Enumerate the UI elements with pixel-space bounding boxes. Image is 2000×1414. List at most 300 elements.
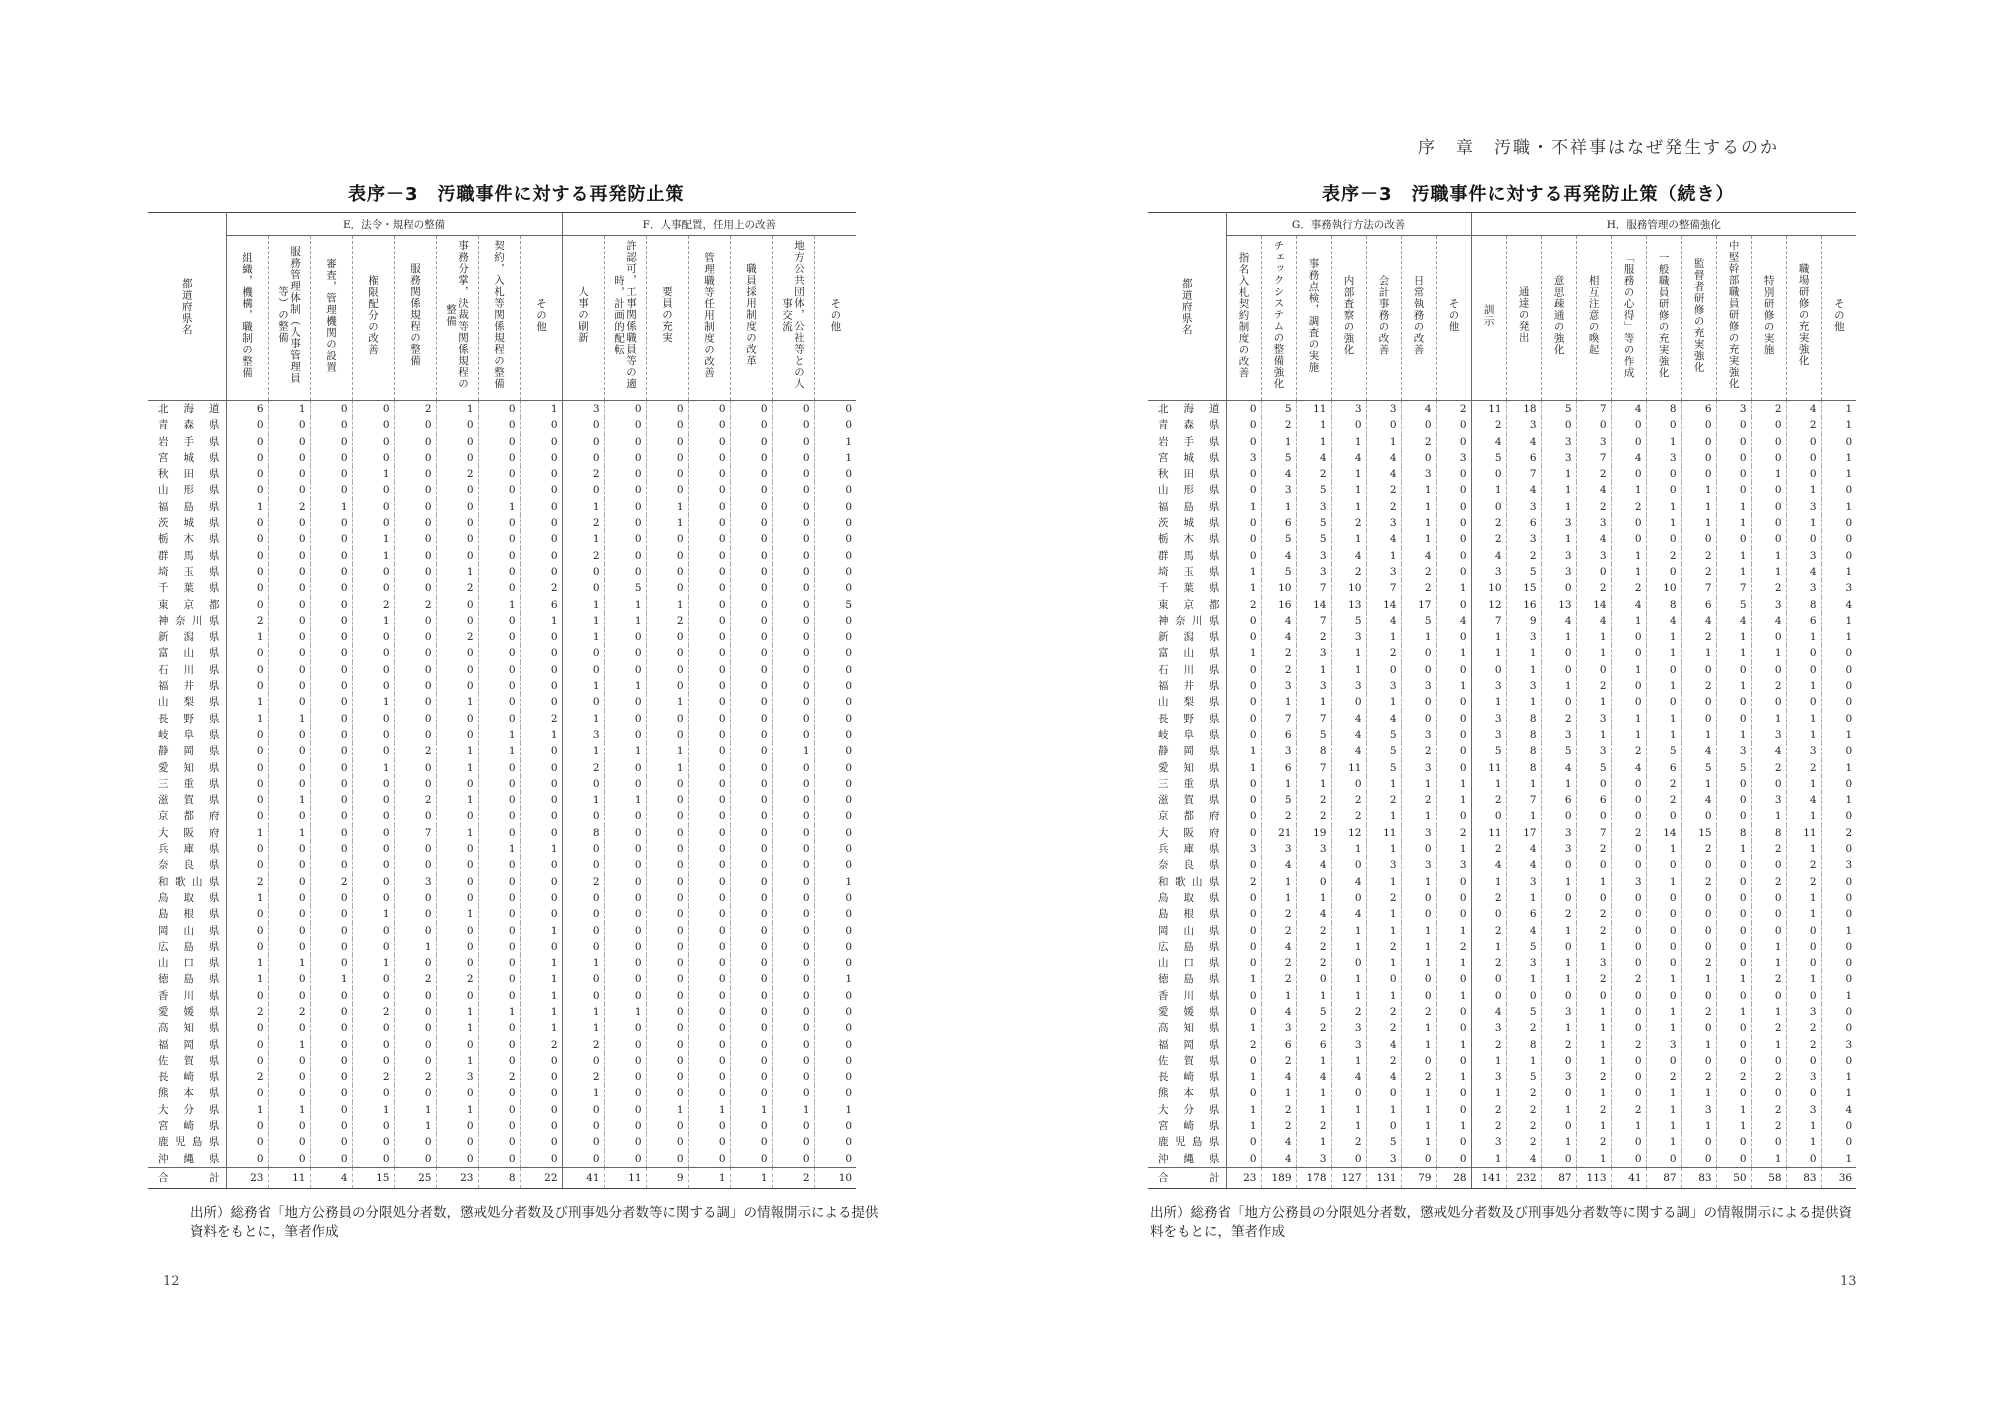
table-cell: 0 [730, 808, 772, 824]
table-cell: 0 [352, 564, 394, 580]
table-cell: 6 [1541, 792, 1576, 808]
table-cell: 0 [814, 531, 856, 547]
prefecture-name: 愛知県 [1148, 760, 1226, 776]
table-cell: 0 [478, 874, 520, 890]
table-cell: 0 [1576, 857, 1611, 873]
table-cell: 0 [1436, 808, 1471, 824]
table-cell: 0 [730, 857, 772, 873]
table-cell: 1 [1226, 1118, 1261, 1134]
table-cell: 1 [1821, 564, 1856, 580]
table-cell: 0 [310, 841, 352, 857]
table-cell: 0 [268, 890, 310, 906]
table-cell: 0 [1436, 499, 1471, 515]
table-cell: 0 [520, 434, 562, 450]
table-cell: 2 [352, 1004, 394, 1020]
table-cell: 5 [1506, 939, 1541, 955]
table-cell: 0 [478, 645, 520, 661]
table-cell: 5 [1716, 760, 1751, 776]
prefecture-name: 香川県 [1148, 988, 1226, 1004]
table-cell: 0 [226, 450, 268, 466]
table-cell: 0 [772, 580, 814, 596]
table-cell: 2 [1506, 548, 1541, 564]
table-cell: 6 [1261, 760, 1296, 776]
page-number: 12 [163, 1274, 180, 1289]
table-cell: 0 [310, 1053, 352, 1069]
table-cell: 0 [1226, 792, 1261, 808]
table-cell: 0 [1611, 792, 1646, 808]
table-cell: 0 [520, 629, 562, 645]
table-cell: 0 [352, 662, 394, 678]
table-cell: 2 [1786, 760, 1821, 776]
table-cell: 0 [268, 743, 310, 759]
table-cell: 6 [1646, 760, 1681, 776]
table-cell: 2 [1261, 971, 1296, 987]
table-cell: 2 [1366, 482, 1401, 498]
table-cell: 11 [1471, 760, 1506, 776]
table-cell: 1 [1751, 939, 1786, 955]
table-cell: 1 [1786, 711, 1821, 727]
table-cell: 0 [1436, 971, 1471, 987]
table-cell: 0 [1226, 434, 1261, 450]
table-cell: 1 [1436, 645, 1471, 661]
table-row [148, 971, 856, 987]
table-cell: 0 [562, 580, 604, 596]
table-cell: 1 [226, 499, 268, 515]
table-cell: 2 [1471, 955, 1506, 971]
column-header: 職員採用制度の改革 [730, 236, 772, 401]
table-cell: 1 [814, 450, 856, 466]
table-cell: 1 [562, 1085, 604, 1101]
table-cell: 25 [394, 1167, 436, 1188]
column-header: 意思疎通の強化 [1541, 236, 1576, 401]
table-cell: 0 [268, 727, 310, 743]
table-cell: 0 [268, 613, 310, 629]
table-cell: 0 [226, 1037, 268, 1053]
table-cell: 0 [604, 825, 646, 841]
prevention-table-left [148, 212, 856, 1189]
prefecture-name: 大分県 [1148, 1102, 1226, 1118]
table-cell: 0 [478, 564, 520, 580]
table-cell: 0 [352, 923, 394, 939]
table-cell: 0 [310, 1151, 352, 1168]
table-cell: 1 [1436, 678, 1471, 694]
table-cell: 1 [226, 1102, 268, 1118]
table-cell: 2 [1261, 906, 1296, 922]
table-cell: 0 [646, 776, 688, 792]
table-cell: 0 [520, 678, 562, 694]
table-cell: 0 [688, 939, 730, 955]
table-cell: 1 [1296, 988, 1331, 1004]
table-cell: 0 [1821, 1134, 1856, 1150]
table-cell: 0 [814, 564, 856, 580]
table-cell: 2 [1786, 1020, 1821, 1036]
table-cell: 0 [646, 841, 688, 857]
table-cell: 1 [1576, 629, 1611, 645]
table-cell: 0 [1611, 841, 1646, 857]
table-cell: 2 [1471, 792, 1506, 808]
table-row [148, 939, 856, 955]
table-cell: 0 [352, 645, 394, 661]
table-cell: 0 [1576, 988, 1611, 1004]
table-cell: 0 [1821, 841, 1856, 857]
table-cell: 0 [1611, 955, 1646, 971]
table-cell: 0 [604, 1102, 646, 1118]
table-cell: 0 [772, 499, 814, 515]
table-cell: 1 [814, 874, 856, 890]
table-row [1148, 1134, 1856, 1150]
table-row [1148, 955, 1856, 971]
table-cell: 0 [394, 434, 436, 450]
table-cell: 3 [1366, 515, 1401, 531]
table-cell: 1 [562, 678, 604, 694]
table-cell: 0 [604, 434, 646, 450]
table-cell: 0 [478, 1037, 520, 1053]
table-cell: 3 [1401, 857, 1436, 873]
table-cell: 0 [688, 499, 730, 515]
table-cell: 2 [562, 760, 604, 776]
table-cell: 4 [1296, 857, 1331, 873]
table-cell: 0 [772, 417, 814, 433]
table-cell: 1 [1646, 1020, 1681, 1036]
table-cell: 0 [604, 401, 646, 418]
table-cell: 2 [1226, 597, 1261, 613]
table-cell: 0 [352, 874, 394, 890]
table-cell: 0 [1786, 531, 1821, 547]
table-row [1148, 678, 1856, 694]
table-cell: 0 [478, 1102, 520, 1118]
table-cell: 0 [268, 841, 310, 857]
table-cell: 0 [562, 482, 604, 498]
table-cell: 0 [730, 499, 772, 515]
table-cell: 2 [1366, 1020, 1401, 1036]
table-cell: 11 [1366, 825, 1401, 841]
table-cell: 1 [1611, 727, 1646, 743]
table-cell: 0 [604, 711, 646, 727]
table-cell: 0 [1646, 466, 1681, 482]
table-cell: 3 [562, 401, 604, 418]
table-cell: 1 [1576, 727, 1611, 743]
table-cell: 0 [730, 906, 772, 922]
table-cell: 0 [520, 1102, 562, 1118]
table-cell: 0 [604, 955, 646, 971]
table-cell: 4 [1751, 613, 1786, 629]
table-cell: 6 [1681, 401, 1716, 418]
table-cell: 0 [226, 776, 268, 792]
table-cell: 0 [268, 434, 310, 450]
table-cell: 1 [268, 792, 310, 808]
table-cell: 2 [1296, 923, 1331, 939]
table-cell: 0 [226, 580, 268, 596]
table-row [1148, 890, 1856, 906]
table-cell: 0 [1821, 645, 1856, 661]
table-row [1148, 1037, 1856, 1053]
table-cell: 1 [562, 531, 604, 547]
table-cell: 0 [352, 988, 394, 1004]
table-cell: 7 [1716, 580, 1751, 596]
table-cell: 1 [1506, 776, 1541, 792]
table-cell: 3 [1471, 1134, 1506, 1150]
table-cell: 0 [814, 1037, 856, 1053]
table-cell: 0 [646, 906, 688, 922]
table-cell: 5 [604, 580, 646, 596]
table-cell: 3 [1506, 955, 1541, 971]
prefecture-name: 岐阜県 [148, 727, 226, 743]
table-cell: 2 [1576, 841, 1611, 857]
table-cell: 0 [604, 564, 646, 580]
table-cell: 0 [520, 776, 562, 792]
column-header: 指名入札契約制度の改善 [1226, 236, 1261, 401]
table-cell: 0 [730, 939, 772, 955]
table-cell: 6 [1506, 450, 1541, 466]
table-cell: 4 [1331, 1069, 1366, 1085]
table-cell: 0 [352, 808, 394, 824]
table-cell: 3 [1366, 678, 1401, 694]
table-cell: 0 [436, 890, 478, 906]
table-cell: 0 [814, 548, 856, 564]
table-row [1148, 1053, 1856, 1069]
prefecture-name: 和歌山県 [1148, 874, 1226, 890]
table-cell: 2 [1786, 417, 1821, 433]
table-cell: 0 [814, 482, 856, 498]
table-cell: 1 [1681, 645, 1716, 661]
table-cell: 2 [1366, 499, 1401, 515]
table-cell: 0 [1226, 776, 1261, 792]
table-cell: 1 [1436, 1118, 1471, 1134]
table-cell: 1 [1786, 482, 1821, 498]
table-row [1148, 825, 1856, 841]
table-cell: 2 [1366, 792, 1401, 808]
table-row [1148, 645, 1856, 661]
prefecture-name: 合計 [1148, 1167, 1226, 1188]
table-cell: 0 [814, 743, 856, 759]
table-cell: 1 [1401, 499, 1436, 515]
table-cell: 0 [394, 1085, 436, 1101]
table-cell: 1 [436, 825, 478, 841]
table-cell: 12 [1331, 825, 1366, 841]
table-cell: 12 [1471, 597, 1506, 613]
table-cell: 4 [1261, 1151, 1296, 1168]
table-cell: 1 [1506, 1053, 1541, 1069]
table-cell: 0 [1331, 890, 1366, 906]
table-cell: 0 [352, 1037, 394, 1053]
table-cell: 1 [352, 466, 394, 482]
table-cell: 7 [1576, 825, 1611, 841]
table-cell: 1 [1401, 629, 1436, 645]
table-cell: 0 [1226, 1151, 1261, 1168]
table-cell: 0 [604, 531, 646, 547]
table-cell: 5 [1506, 564, 1541, 580]
table-row [148, 662, 856, 678]
table-cell: 0 [1786, 466, 1821, 482]
table-cell: 3 [1751, 792, 1786, 808]
table-cell: 0 [394, 450, 436, 466]
table-cell: 1 [1646, 1134, 1681, 1150]
table-cell: 11 [1471, 401, 1506, 418]
table-cell: 0 [1541, 694, 1576, 710]
table-cell: 1 [1786, 906, 1821, 922]
table-cell: 2 [1716, 1069, 1751, 1085]
prefecture-name: 福岡県 [1148, 1037, 1226, 1053]
table-cell: 0 [478, 711, 520, 727]
table-cell: 0 [604, 499, 646, 515]
table-cell: 4 [1646, 613, 1681, 629]
table-cell: 0 [310, 466, 352, 482]
table-cell: 5 [1646, 743, 1681, 759]
prefecture-name: 千葉県 [1148, 580, 1226, 596]
table-cell: 0 [1401, 662, 1436, 678]
table-cell: 0 [1716, 482, 1751, 498]
table-cell: 0 [1681, 857, 1716, 873]
table-cell: 0 [352, 890, 394, 906]
table-cell: 1 [1716, 629, 1751, 645]
table-cell: 2 [226, 1069, 268, 1085]
table-cell: 1 [1331, 923, 1366, 939]
table-cell: 1 [394, 1102, 436, 1118]
table-cell: 0 [1751, 629, 1786, 645]
table-cell: 0 [772, 776, 814, 792]
table-cell: 0 [520, 1134, 562, 1150]
table-cell: 1 [1471, 1053, 1506, 1069]
table-cell: 1 [1681, 1118, 1716, 1134]
prefecture-name: 埼玉県 [148, 564, 226, 580]
table-cell: 0 [310, 694, 352, 710]
prefecture-name: 宮城県 [1148, 450, 1226, 466]
table-cell: 1 [1331, 662, 1366, 678]
table-cell: 1 [1401, 1020, 1436, 1036]
table-row [148, 417, 856, 433]
table-cell: 1 [1646, 499, 1681, 515]
table-cell: 0 [1821, 711, 1856, 727]
table-row [1148, 499, 1856, 515]
table-cell: 0 [436, 955, 478, 971]
table-cell: 0 [646, 629, 688, 645]
table-cell: 0 [478, 906, 520, 922]
table-cell: 0 [1611, 906, 1646, 922]
table-cell: 0 [1786, 694, 1821, 710]
table-cell: 0 [1611, 923, 1646, 939]
column-header: 事務分掌，決裁等関係規程の整備 [436, 236, 478, 401]
table-cell: 22 [520, 1167, 562, 1188]
table-cell: 1 [1401, 1118, 1436, 1134]
table-cell: 0 [646, 923, 688, 939]
table-cell: 0 [730, 678, 772, 694]
prefecture-name: 千葉県 [148, 580, 226, 596]
table-cell: 0 [1751, 1085, 1786, 1101]
table-cell: 0 [310, 760, 352, 776]
table-cell: 2 [1471, 923, 1506, 939]
table-cell: 3 [1646, 1037, 1681, 1053]
table-cell: 0 [436, 645, 478, 661]
prefecture-name: 神奈川県 [1148, 613, 1226, 629]
table-cell: 1 [478, 499, 520, 515]
table-cell: 1 [352, 548, 394, 564]
table-cell: 0 [688, 678, 730, 694]
table-cell: 0 [688, 466, 730, 482]
table-row [1148, 727, 1856, 743]
table-cell: 11 [1296, 401, 1331, 418]
table-cell: 0 [520, 743, 562, 759]
table-cell: 0 [310, 678, 352, 694]
table-cell: 0 [1541, 1118, 1576, 1134]
prefecture-name: 富山県 [148, 645, 226, 661]
prefecture-name: 福井県 [148, 678, 226, 694]
table-cell: 4 [1261, 613, 1296, 629]
column-header: その他 [520, 236, 562, 401]
table-cell: 3 [1786, 1069, 1821, 1085]
prefecture-name: 香川県 [148, 988, 226, 1004]
table-cell: 0 [1716, 531, 1751, 547]
table-cell: 0 [1786, 1053, 1821, 1069]
table-cell: 1 [1541, 499, 1576, 515]
table-cell: 0 [352, 629, 394, 645]
table-cell: 0 [352, 450, 394, 466]
table-cell: 0 [646, 1004, 688, 1020]
table-cell: 2 [1751, 401, 1786, 418]
table-cell: 1 [1541, 1020, 1576, 1036]
table-cell: 1 [520, 988, 562, 1004]
table-cell: 0 [1611, 857, 1646, 873]
table-cell: 1 [1576, 1004, 1611, 1020]
table-cell: 0 [520, 548, 562, 564]
table-cell: 1 [1541, 482, 1576, 498]
table-cell: 4 [1261, 857, 1296, 873]
table-cell: 2 [562, 515, 604, 531]
table-cell: 1 [478, 1004, 520, 1020]
table-cell: 0 [1716, 417, 1751, 433]
table-row [148, 678, 856, 694]
table-row [148, 890, 856, 906]
table-cell: 0 [226, 548, 268, 564]
table-cell: 0 [646, 1069, 688, 1085]
prefecture-name: 鳥取県 [148, 890, 226, 906]
table-cell: 0 [1646, 939, 1681, 955]
table-cell: 3 [1366, 1151, 1401, 1168]
table-row [148, 711, 856, 727]
table-cell: 0 [688, 825, 730, 841]
table-cell: 5 [1506, 1069, 1541, 1085]
table-cell: 0 [1436, 711, 1471, 727]
table-row [1148, 531, 1856, 547]
table-cell: 2 [520, 580, 562, 596]
table-cell: 1 [1471, 1085, 1506, 1101]
table-cell: 2 [1331, 564, 1366, 580]
table-cell: 1 [1331, 645, 1366, 661]
table-cell: 189 [1261, 1167, 1296, 1188]
table-cell: 0 [1226, 482, 1261, 498]
table-cell: 0 [1226, 629, 1261, 645]
table-cell: 0 [604, 1069, 646, 1085]
table-cell: 2 [1366, 1053, 1401, 1069]
table-cell: 0 [1226, 1053, 1261, 1069]
table-cell: 0 [436, 613, 478, 629]
table-cell: 3 [1331, 678, 1366, 694]
prefecture-name: 愛媛県 [148, 1004, 226, 1020]
table-cell: 0 [1821, 1118, 1856, 1134]
table-cell: 0 [1751, 890, 1786, 906]
table-cell: 0 [772, 1151, 814, 1168]
table-cell: 1 [1646, 971, 1681, 987]
table-cell: 1 [1331, 1118, 1366, 1134]
table-cell: 0 [772, 434, 814, 450]
table-cell: 3 [562, 727, 604, 743]
table-cell: 3 [1786, 1004, 1821, 1020]
table-row [148, 841, 856, 857]
table-cell: 0 [688, 760, 730, 776]
table-cell: 0 [1401, 841, 1436, 857]
table-cell: 17 [1506, 825, 1541, 841]
table-cell: 1 [1646, 678, 1681, 694]
table-cell: 0 [1751, 857, 1786, 873]
